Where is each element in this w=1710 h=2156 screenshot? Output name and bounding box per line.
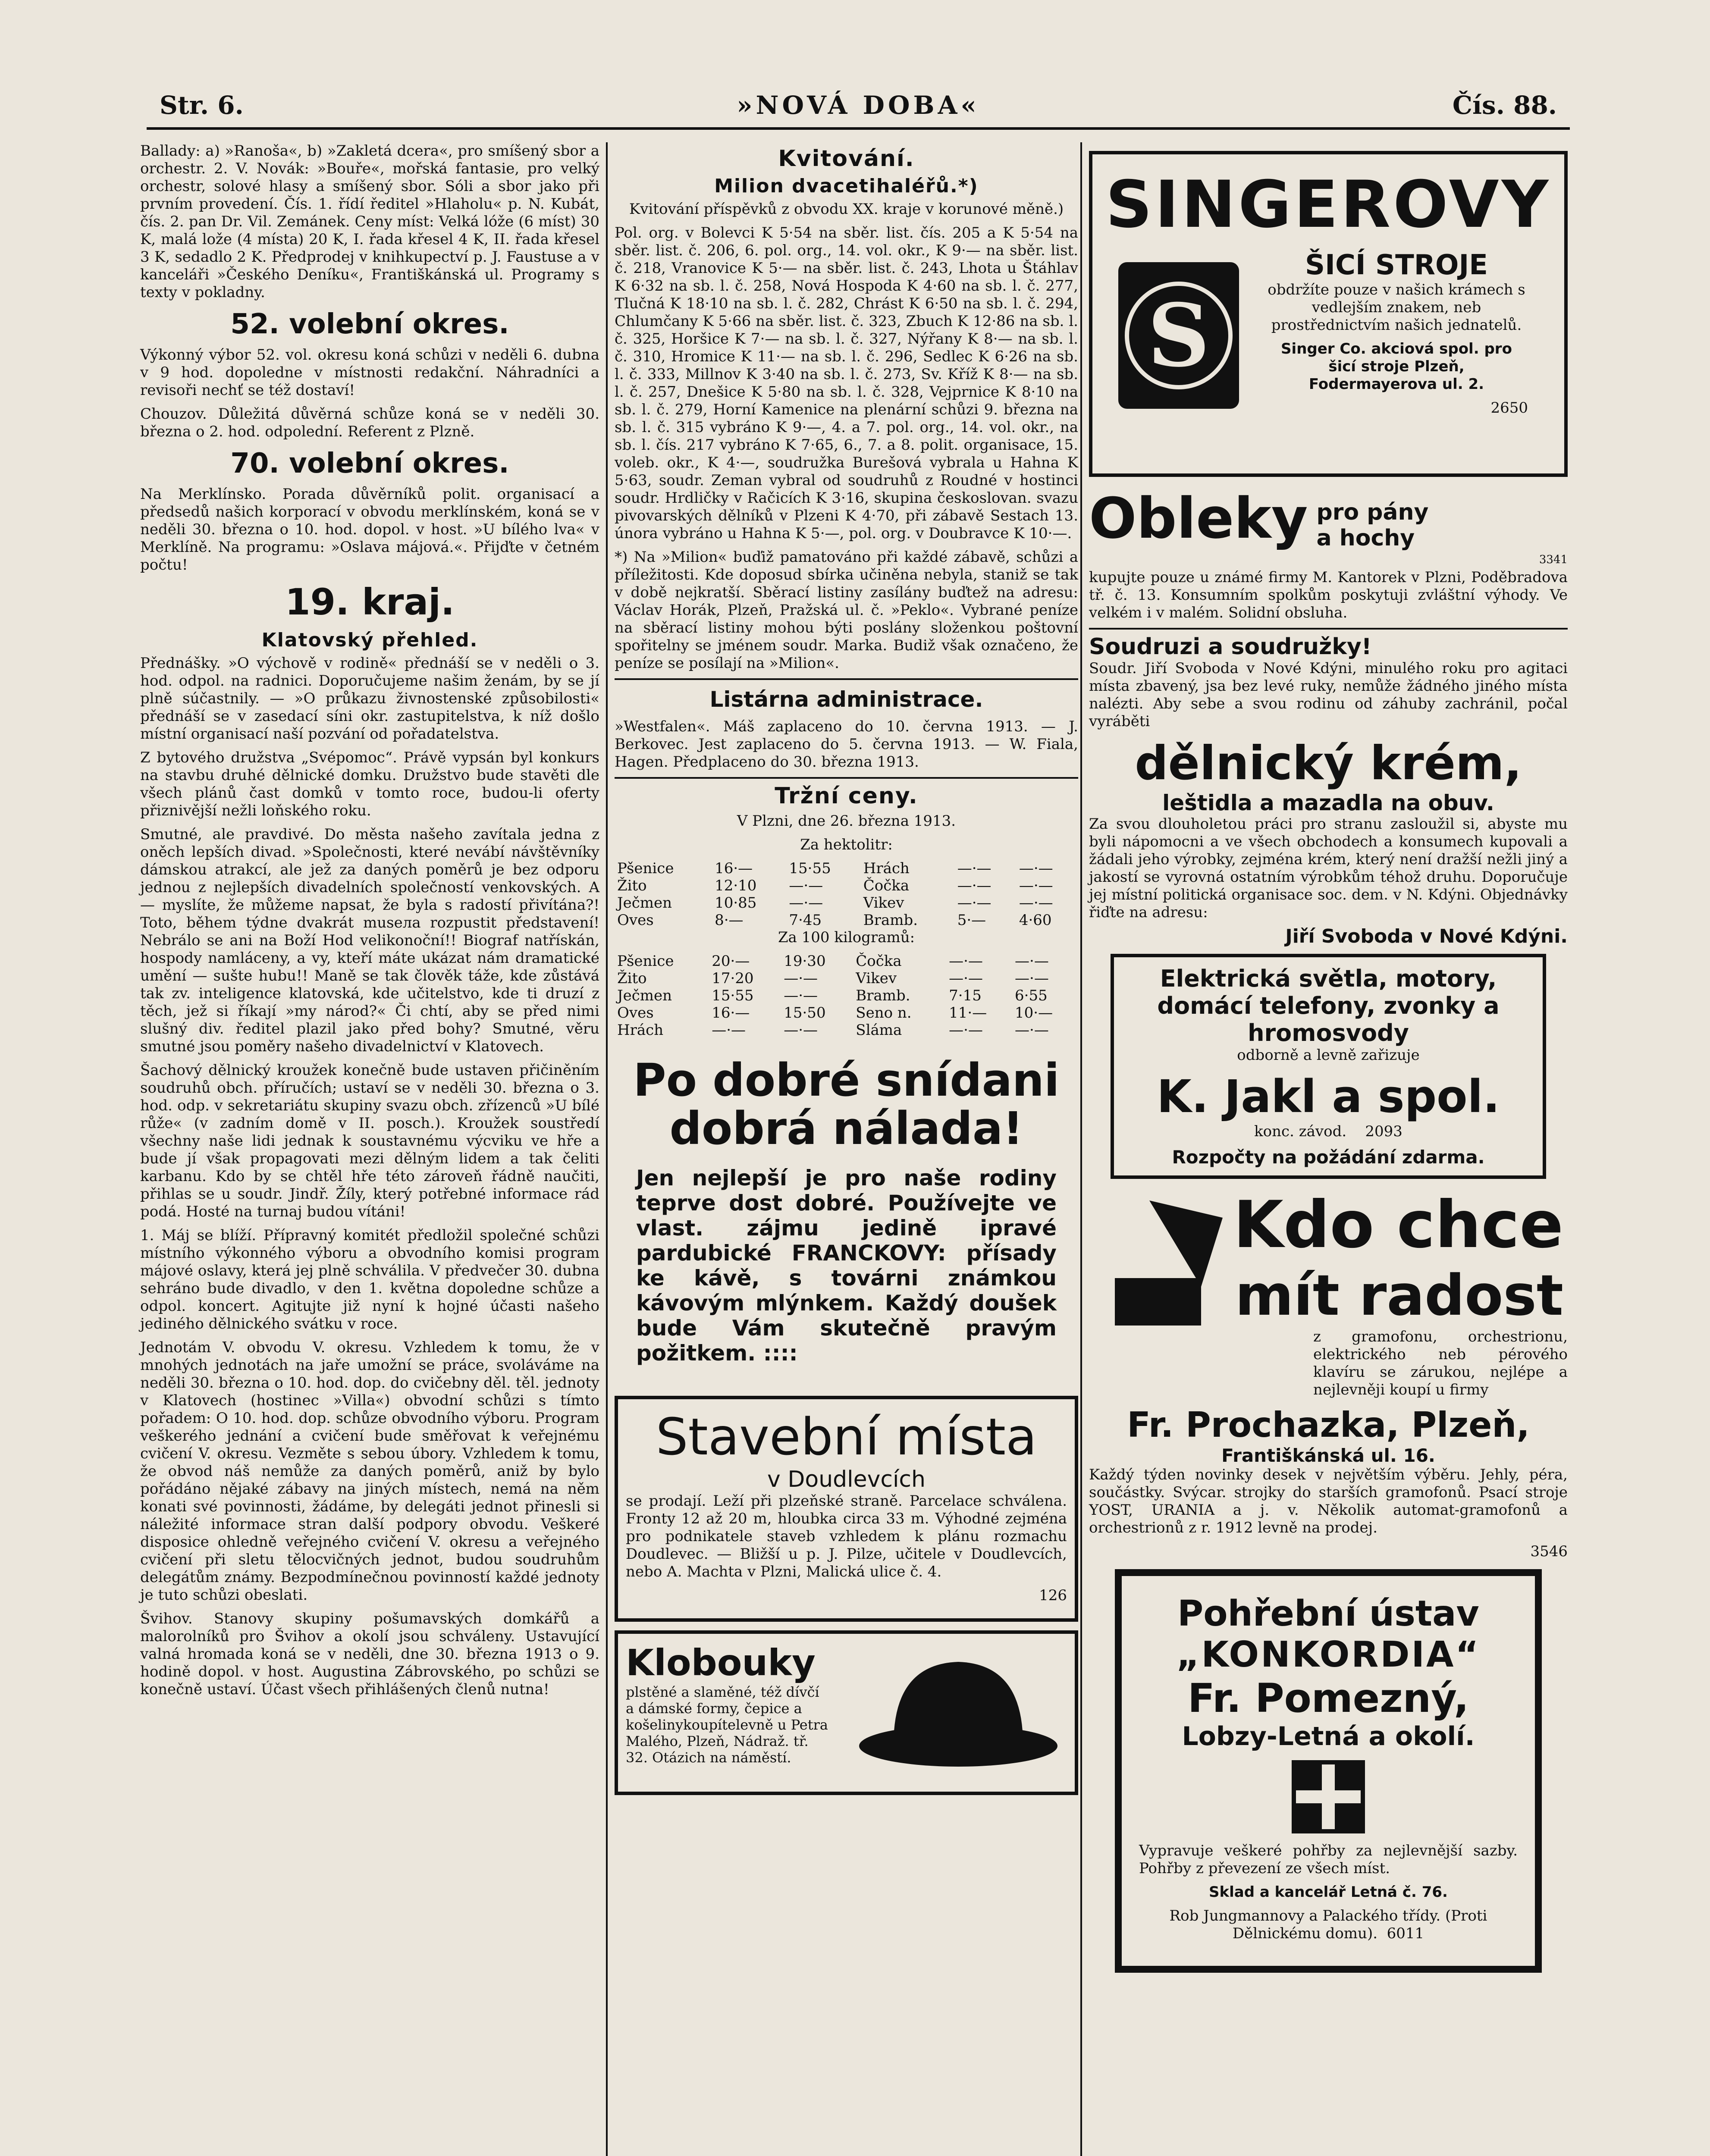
advertisement-franck [615, 1052, 1078, 1383]
market-cell: Pšenice [617, 953, 674, 970]
article-text: 1. Máj se blíží. Přípravný komitét předložil společné schůzi místního výkonného výboru a obvodního komisi program májové oslavy, která jej plně schválila. V předvečer 30. dubna sehráno bude divadlo, v den 1. května dopoledne schůze a odpol. koncert. Agitujte již nyní k hojné účasti našeho jediného dělnického svátku v roce. [140, 1227, 599, 1332]
article-text: Na Merklínsko. Porada důvěrníků polit. organisací a předsedů našich korporací v obvodu merklínském, koná se v neděli 30. března o 10. hod. dopol. v host. »U bílého lva« v Merklíně. Na programu: »Oslava májová.«. Přijďte v četném počtu! [140, 486, 599, 573]
market-cell: 11·— [949, 1004, 987, 1022]
article-text: Švihov. Stanovy skupiny pošumavských domkářů a malorolníků pro Švihov a okolí jsou schváleny. Ustavující valná hromada koná se v neděli, dne 30. března 1913 o 9. hodině dopol. v host. Augustina Zábrovského, po schůzi se konečně ustaví. Účast všech přihlášených členů nutna! [140, 1610, 599, 1698]
market-cell: 7·15 [949, 987, 982, 1004]
market-cell: 15·55 [712, 987, 754, 1004]
divider [615, 777, 1078, 779]
market-cell: —·— [1015, 953, 1049, 970]
section-heading: 19. kraj. [285, 581, 455, 623]
ad-text: se prodají. Leží při plzeňské straně. Parcelace schválena. Fronty 12 až 20 m, hloubka circa 33 m. Výhodné zejména pro podnikatele staveb vzhledem k plánu rozmachu Doudlevec. — Bližší u p. J. Pilze, učitele v Doudlevcích, nebo A. Machta v Plzni, Malická ulice č. 4. [626, 1492, 1067, 1580]
market-cell: 10·85 [715, 894, 757, 912]
market-cell: —·— [949, 953, 983, 970]
section-heading: Kvitování. [778, 146, 915, 172]
advertisement-building-plots [615, 1396, 1078, 1622]
ad-company: Fr. Pomezný, [1188, 1675, 1469, 1721]
market-cell: Žito [617, 970, 647, 987]
svg-text:S: S [1147, 285, 1210, 386]
ad-subheadline: leštidla a mazadla na obuv. [1162, 790, 1494, 815]
market-cell: Hrách [617, 1022, 664, 1039]
article-text: Výkonný výbor 52. vol. okresu koná schůzi v neděli 6. dubna v 9 hod. dopoledne v místnosti redakční. Náhradníci a revisoři nechť se též dostaví! [140, 346, 599, 399]
market-cell: 10·— [1015, 1004, 1053, 1022]
ad-note: Rozpočty na požádání zdarma. [1172, 1147, 1485, 1168]
divider [1089, 628, 1568, 630]
market-cell: Bramb. [856, 987, 910, 1004]
ad-text: plstěné a slaměné, též dívčí a dámské formy, čepice a košelinykoupítelevně u Petra Malého, Plzeň, Nádraž. tř. 32. Otázich na náměstí. [626, 1684, 828, 1766]
market-row [615, 953, 1078, 970]
advertisement-singer [1089, 151, 1568, 477]
market-cell: 15·55 [789, 860, 831, 877]
advertisement-suits [1089, 486, 1568, 622]
ad-number: 3546 [1530, 1543, 1568, 1560]
market-row [615, 877, 1078, 894]
article-text: »Westfalen«. Máš zaplaceno do 10. června 1913. — J. Berkovec. Jest zaplaceno do 5. června 1913. — W. Fiala, Hagen. Předplaceno do 30. března 1913. [615, 718, 1078, 771]
column-divider [606, 142, 608, 2156]
market-cell: Žito [617, 877, 647, 894]
advertisement-prochazka [1089, 1188, 1568, 1561]
ad-subheadline: ŠICÍ STROJE [1305, 249, 1488, 281]
page-number: Str. 6. [160, 91, 244, 120]
market-row [615, 894, 1078, 912]
ad-text: konc. závod. [1254, 1123, 1347, 1140]
market-cell: Hrách [863, 860, 910, 877]
ad-headline: Po dobré snídani [633, 1054, 1060, 1106]
ad-text: odborně a levně zařizuje [1237, 1047, 1420, 1064]
market-cell: —·— [1019, 877, 1053, 894]
market-cell: —·— [784, 987, 818, 1004]
market-cell: 6·55 [1015, 987, 1048, 1004]
issue-number: Čís. 88. [1452, 91, 1557, 120]
market-cell: —·— [957, 894, 991, 912]
market-cell: Seno n. [856, 1004, 912, 1022]
advertisement-jakl [1111, 954, 1546, 1179]
article-text: Kvitování příspěvků z obvodu XX. kraje v korunové měně.) [629, 201, 1064, 218]
market-cell: —·— [949, 1022, 983, 1039]
ad-address: Františkánská ul. 16. [1221, 1445, 1435, 1466]
market-date: V Plzni, dne 26. března 1913. [737, 812, 956, 830]
hat-icon [855, 1651, 1062, 1772]
market-cell: Vikev [856, 970, 897, 987]
ad-number: 2093 [1365, 1123, 1403, 1140]
article-text: Ballady: a) »Ranoša«, b) »Zakletá dcera«, pro smíšený sbor a orchestr. 2. V. Novák: »Bouře«, mořská fantasie, pro velký orchestr, solové hlasy a smíšený sbor. Sóli a sbor jako při prvním provedení. Čís. 1. řídí ředitel »Hlaholu« p. N. Kubát, čís. 2. pan Dr. Vil. Zemánek. Ceny míst: Velká lóže (6 míst) 30 K, malá lože (4 místa) 20 K, I. řada křesel 4 K, II. řada křesel 3 K, sedadlo 2 K. Předprodej v knihkupectví p. J. Faustuse a v kanceláři »Českého Deníku«, Františkánská ul. Programy s texty v pokladny. [140, 142, 599, 301]
market-cell: 12·10 [715, 877, 757, 894]
ad-address: Jiří Svoboda v Nové Kdýni. [1285, 925, 1568, 947]
page-header [155, 86, 1561, 125]
market-row [615, 860, 1078, 877]
ad-address: Lobzy-Letná a okolí. [1182, 1721, 1475, 1752]
gramophone-icon [1098, 1192, 1227, 1334]
ad-headline: dělnický krém, [1135, 736, 1522, 790]
market-row [615, 1022, 1078, 1039]
market-cell: 17·20 [712, 970, 754, 987]
market-table-100kg [615, 953, 1078, 1039]
ad-text: Soudr. Jiří Svoboda v Nové Kdýni, minulého roku pro agitaci místa zbavený, jsa bez levé ruky, nemůže žádného jiného místa nalézti. Aby sebe a svou rodinu od záhuby zachránil, počal vyráběti [1089, 660, 1568, 730]
market-cell: —·— [784, 970, 818, 987]
newspaper-title: »NOVÁ DOBA« [737, 91, 980, 120]
market-cell: —·— [1019, 860, 1053, 877]
ad-text: Vypravuje veškeré pohřby za nejlevnější sazby. Pohřby z převezení ze všech míst. [1139, 1842, 1518, 1877]
ad-headline: SINGEROVY [1105, 167, 1551, 242]
article-text: Z bytového družstva „Svépomoc“. Právě vypsán byl konkurs na stavbu druhé dělnické domku. Družstvo bude stavěti dle všech plánů čast domků v tomto roce, budou-li oferty přiznivější nežli loňského roku. [140, 749, 599, 819]
market-cell: —·— [1019, 894, 1053, 912]
ad-text: obdržíte pouze v našich krámech s vedlejším znakem, neb prostřednictvím našich jednatelů. [1268, 281, 1525, 334]
market-cell: Oves [617, 1004, 654, 1022]
market-cell: —·— [957, 877, 991, 894]
ad-headline: dobrá nálada! [669, 1102, 1023, 1155]
divider [615, 678, 1078, 680]
market-cell: Sláma [856, 1022, 902, 1039]
article-text: *) Na »Milion« buďiž pamatováno při každé zábavě, schůzi a příležitosti. Kde doposud sbírka učiněna nebyla, staniž se tak v době nejkratší. Sběrací listiny zasílány buďtež na adresu: Václav Horák, Plzeň, Pražská ul. č. »Peklo«. Vybrané peníze na sběrací listiny mohou býti poslány složenkou poštovní spořitelny se jménem soudr. Marka. Budiž však označeno, že peníze se posílají na »Milion«. [615, 548, 1078, 672]
advertisement-hats [615, 1630, 1078, 1795]
market-cell: 7·45 [789, 912, 822, 929]
market-row [615, 987, 1078, 1004]
ad-headline: mít radost [1235, 1263, 1563, 1328]
market-cell: 8·— [715, 912, 744, 929]
article-text: Přednášky. »O výchově v rodině« přednáší se v neděli o 3. hod. odpol. na radnici. Doporučujeme našim ženám, by se jí plně súčastnily. — »O průkazu živnostenské způsobilosti« přednáší se v zasedací síni okr. zastupitelstva, k níž došlo místní organisací naší pozvání od pořadatelstva. [140, 655, 599, 743]
ad-text: Každý týden novinky desek v největším výběru. Jehly, péra, součástky. Svýcar. strojky do starších gramofonů. Psací stroje YOST, URANIA a j. v. Několik automat-gramofonů a orchestrionů z r. 1912 levně na prodej. [1089, 1466, 1568, 1536]
ad-company: Fr. Prochazka, Plzeň, [1127, 1405, 1530, 1445]
ad-headline: Soudruzi a soudružky! [1089, 634, 1372, 660]
ad-headline: Klobouky [626, 1642, 816, 1684]
market-cell: 15·50 [784, 1004, 826, 1022]
column-1 [140, 142, 599, 1705]
ad-text: z gramofonu, orchestrionu, elektrického neb pérového klavíru se zárukou, nejlépe a nejlevněji koupí u firmy [1313, 1328, 1568, 1398]
ad-headline: Stavební místa [656, 1407, 1037, 1467]
market-cell: —·— [957, 860, 991, 877]
market-cell: 16·— [715, 860, 753, 877]
ad-headline: Obleky [1089, 486, 1308, 551]
ad-number: 6011 [1387, 1925, 1424, 1942]
ad-headline: Pohřební ústav [1177, 1593, 1479, 1634]
market-unit: Za hektolitr: [800, 836, 893, 853]
market-cell: Oves [617, 912, 654, 929]
market-unit: Za 100 kilogramů: [778, 929, 915, 946]
singer-logo-icon [1110, 258, 1248, 413]
market-cell: Vikev [863, 894, 904, 912]
article-text: Chouzov. Důležitá důvěrná schůze koná se v neděli 30. března o 2. hod. odpolední. Referent z Plzně. [140, 405, 599, 440]
article-text: Šachový dělnický kroužek konečně bude ustaven přičiněním soudruhů obch. příručích; ustaví se v neděli 30. března o 3. hod. odp. v sekretariátu skupiny svazu obch. zřízenců »U bílé růže« (v zadním domě v II. posch.). Kroužek soustředí všechny naše lidi jednak k soustavnému výcviku ve hře a bude jí však propagovati mezi dělným lidem a tak čeliti karbanu. Kdo by se chtěl hře této zároveň řádně naučiti, přihlas se u soudr. Jindř. Žíly, který potřebné informace rád podá. Hosté na turnaj budou vítáni! [140, 1062, 599, 1220]
market-cell: Ječmen [617, 894, 672, 912]
market-cell: Čočka [856, 953, 902, 970]
ad-headline: Elektrická světla, motory, domácí telefony, zvonky a hromosvody [1157, 965, 1500, 1047]
column-divider [1080, 142, 1082, 2156]
column-3 [1089, 142, 1568, 1981]
market-cell: 5·— [957, 912, 986, 929]
article-text: Pol. org. v Bolevci K 5·54 na sběr. list. čís. 205 a K 5·54 na sběr. list. č. 206, 6. pol. org., 14. vol. okr., K 9·— na sběr. list. č. 218, Vranovice K 5·— na sběr. list. č. 243, Lhota u Štáhlav K 6·32 na sb. l. č. 258, Nová Hospoda K 4·60 na sb. l. č. 277, Tlučná K 18·10 na sb. l. č. 282, Chrást K 6·50 na sb. l. č. 294, Chlumčany K 5·66 na sběr. list. č. 323, Zbuch K 12·86 na sb. l. č. 325, Horšice K 7·— na sb. l. č. 327, Nýřany K 8·— na sb. l. č. 310, Hromice K 11·— na sb. l. č. 296, Sedlec K 6·26 na sb. l. č. 333, Millnov K 3·40 na sb. l. č. 273, Sv. Kříž K 8·— na sb. l. č. 257, Dnešice K 5·80 na sb. l. č. 328, Vejprnice K 8·10 na sb. l. č. 279, Horní Kamenice na plenární schůzi 9. března na sb. l. č. 315 vybráno K 9·—, 4. a 7. pol. org., 14. vol. okr., na sb. l. čís. 217 vybráno K 7·65, 6., 7. a 8. polit. organisace, 15. voleb. okr., K 4·—, soudružka Burešová vybrala u Hahna K 5·63, soudr. Zeman vybral od soudruhů z Roudné v hostinci soudr. Hrdličky v Račicích K 3·16, skupina českoslovan. svazu pivovarských dělníků v Plzeni K 4·70, při zábavě Sestach 13. února vybráno u Hahna K 5·—, pol. org. v Doubravce K 10·—. [615, 224, 1078, 542]
subheading: Klatovský přehled. [261, 629, 478, 651]
ad-number: 3341 [1539, 553, 1568, 566]
ad-headline: Kdo chce [1233, 1188, 1563, 1263]
advertisement-svoboda [1089, 634, 1568, 945]
market-row [615, 912, 1078, 929]
ad-number: 2650 [1490, 399, 1528, 417]
advertisement-konkordia [1115, 1569, 1542, 1973]
market-cell: —·— [949, 970, 983, 987]
ad-subheadline: pro pány a hochy [1316, 499, 1429, 551]
market-cell: 4·60 [1019, 912, 1052, 929]
market-cell: —·— [1015, 970, 1049, 987]
ad-subheadline: v Doudlevcích [767, 1467, 926, 1492]
section-heading: 52. volební okres. [230, 308, 509, 340]
column-2 [615, 142, 1078, 1804]
market-cell: 16·— [712, 1004, 750, 1022]
ad-text: kupujte pouze u známé firmy M. Kantorek v Plzni, Poděbradova tř. č. 13. Konsumním spolkům poskytuji zvláštní výhody. Ve velkém i v malém. Solidní obsluha. [1089, 569, 1568, 621]
section-heading: Tržní ceny. [775, 783, 918, 809]
subheading: Milion dvacetihaléřů.*) [714, 175, 979, 197]
ad-text: Jen nejlepší je pro naše rodiny teprve dost dobré. Používejte ve vlast. zájmu jedině ipravé pardubické FRANCKOVY: přísady ke kávě, s továrni známkou kávovým mlýnkem. Každý doušek bude Vám skutečně pravým požitkem. :::: [636, 1166, 1057, 1366]
market-cell: 20·— [712, 953, 750, 970]
cross-emblem-icon [1292, 1760, 1365, 1833]
article-text: Smutné, ale pravdivé. Do města našeho zavítala jedna z oněch lepších divad. »Společnosti, které nevábí návštěvníky dámskou atrakcí, ale jež za daných poměrů je bez odporu jednou z nejlepších divadelních společností venkovských. A — myslíte, že můžeme napsat, že byla s radostí přivítána?! Toto, během týdne dvakrát museла rozpustit představení! Nebrálo se ani na Boží Hod velikonoční!! Biograf natřískán, hospody namláceny, a vy, kteří máte ukázat nám dramatické umění — sušte hubu!! Maně se tak člověk táže, kde zůstává tak zv. inteligence klatovská, kde učitelstvo, kde ti druzí z těch, jež si říkají »my národ?« Či chtí, aby se před nimi slušný div. ředitel plazil jako před bohy? Smutné, věru smutné jsou poměry našeho divadelnictví v Klatovech. [140, 826, 599, 1055]
ad-text: Za svou dlouholetou práci pro stranu zasloužil si, abyste mu byli nápomocni a ve všech obchodech a konsumech kupovali a žádali jeho výrobky, zejména krém, který není dražší nežli jiný a jakostí se vyrovná ostatním výrobkům téhož druhu. Doporučuje jej místní politická organisace soc. dem. v N. Kdýni. Objednávky řiďte na adresu: [1089, 815, 1568, 921]
article-text: Jednotám V. obvodu V. okresu. Vzhledem k tomu, že v mnohých jednotách na jaře umožní se práce, svoláváme na neděli 30. března o 10. hod. dop. do cvičebny děl. těl. jednoty v Klatovech (hostinec »Villa«) obvodní schůzi s tímto pořadem: O 10. hod. dop. schůze obvodního výboru. Program veškerého jednání a cvičení bude směřovat k veřejnému cvičení V. okresu. Vezměte s sebou úbory. Vzhledem k tomu, že obvod náš nemůže za daných poměrů, aniž by bylo pořádáno nějaké zábavy na jiných místech, nemá na něm konati své povinnosti, žádáme, by delegáti jednot přinesli si náležité informace stran další podpory obvodu. Veškeré disposice ohledně veřejného cvičení V. okresu a veřejného cvičení při sletu tělocvičných jednot, budou soudruhům delegátům známy. Bezpodmínečnou povinností každé jednoty je tuto schůzi obeslati. [140, 1339, 599, 1604]
market-row [615, 970, 1078, 987]
header-rule [147, 127, 1570, 130]
market-cell: Bramb. [863, 912, 918, 929]
ad-address: Singer Co. akciová spol. pro šicí stroje Plzeň, Fodermayerova ul. 2. [1281, 340, 1512, 393]
market-cell: —·— [789, 877, 823, 894]
ad-number: 126 [1039, 1587, 1067, 1604]
market-cell: —·— [1015, 1022, 1049, 1039]
market-cell: —·— [712, 1022, 746, 1039]
market-cell: Pšenice [617, 860, 674, 877]
ad-headline: „KONKORDIA“ [1176, 1634, 1481, 1675]
market-cell: Ječmen [617, 987, 672, 1004]
ad-text: Rob Jungmannovy a Palackého třídy. (Proti Dělnickému domu). [1169, 1907, 1487, 1942]
market-cell: 19·30 [784, 953, 826, 970]
market-cell: —·— [784, 1022, 818, 1039]
section-heading: 70. volební okres. [230, 448, 509, 479]
market-row [615, 1004, 1078, 1022]
market-cell: —·— [789, 894, 823, 912]
ad-company: K. Jakl a spol. [1157, 1070, 1500, 1123]
section-heading: Listárna administrace. [709, 687, 983, 712]
market-cell: Čočka [863, 877, 910, 894]
ad-address: Sklad a kancelář Letná č. 76. [1209, 1883, 1448, 1901]
market-table-hectoliter [615, 860, 1078, 929]
